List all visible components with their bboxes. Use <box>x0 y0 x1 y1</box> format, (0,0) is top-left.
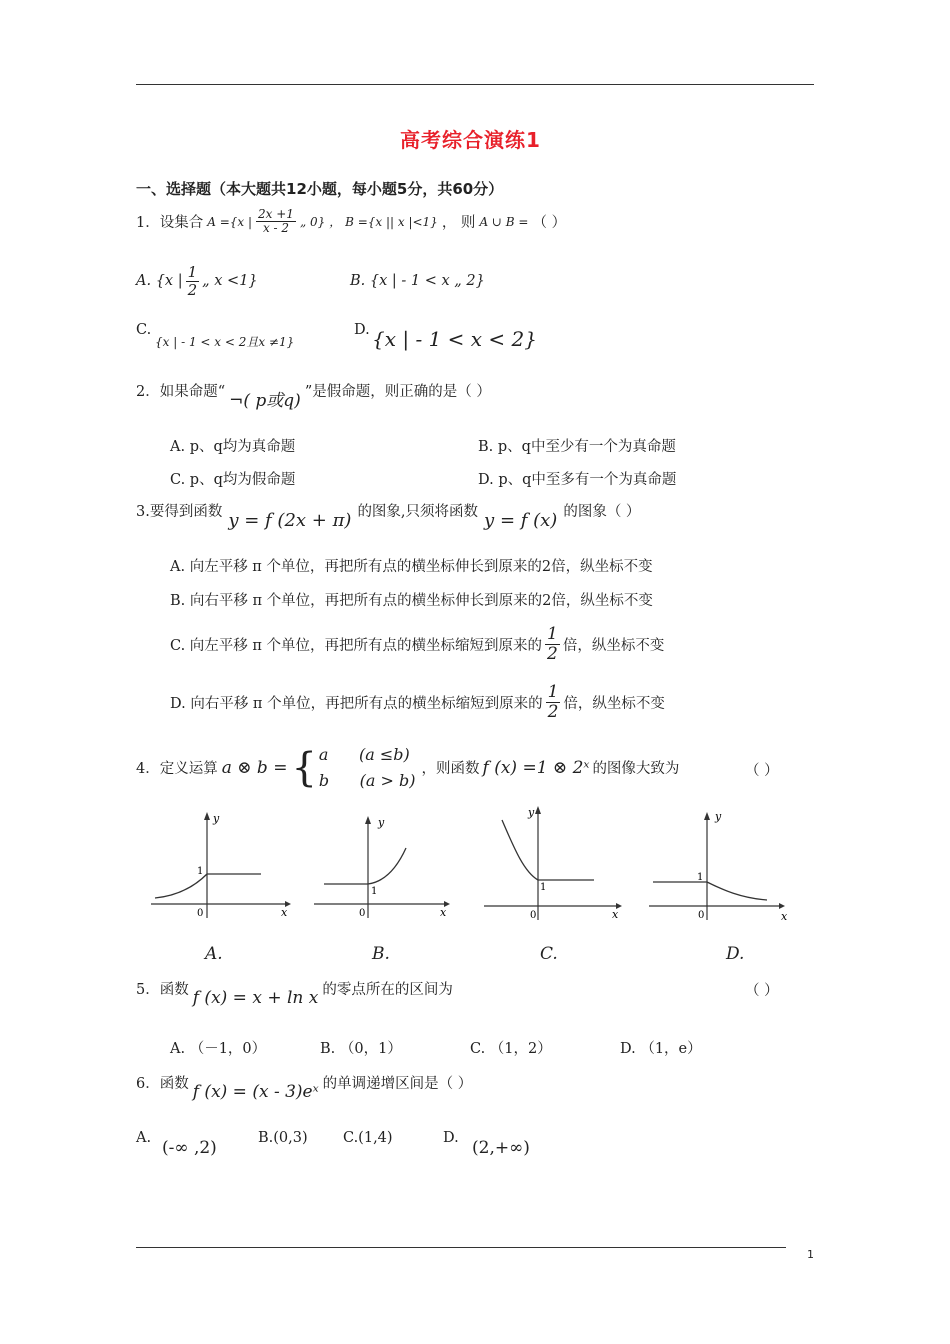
graph-c-x-label: x <box>612 908 619 921</box>
footer-rule <box>136 1247 786 1248</box>
graph-c-origin: 0 <box>530 910 537 921</box>
q4-label-a: A. <box>205 944 223 964</box>
q4-f: f (x) =1 ⊗ 2ˣ <box>482 757 590 778</box>
graph-d-one: 1 <box>697 872 704 883</box>
q6-option-b[interactable]: B.(0,3) <box>258 1130 308 1146</box>
q3-c-post: 倍，纵坐标不变 <box>562 637 665 654</box>
q1-option-d-label: D. <box>354 322 370 338</box>
q1-paren: （ ） <box>532 215 567 232</box>
q6-stem <box>136 1072 473 1102</box>
q3-mid: 的图象,只须将函数 <box>357 504 479 520</box>
q4-paren: （ ） <box>745 763 779 779</box>
q4-graph-a[interactable] <box>145 808 295 923</box>
section-heading: 一、选择题（本大题共12小题，每小题5分，共60分） <box>136 180 504 198</box>
q6-f: f (x) = (x - 3)eˣ <box>192 1082 319 1102</box>
q3-option-b[interactable]: B. 向右平移 π 个单位，再把所有点的横坐标伸长到原来的2倍，纵坐标不变 <box>170 593 653 609</box>
q3-d-post: 倍，纵坐标不变 <box>563 695 665 712</box>
graph-a-curve <box>155 874 261 898</box>
q1-set-a: A ={x | <box>207 214 253 229</box>
q3-c-num: 1 <box>547 624 558 644</box>
q2-option-b[interactable]: B. p、q中至少有一个为真命题 <box>478 439 676 455</box>
q1-ask: A ∪ B = <box>479 214 529 229</box>
q3-c-den: 2 <box>547 643 558 664</box>
q5-post: 的零点所在的区间为 <box>322 982 453 998</box>
q2-option-c[interactable]: C. p、q均为假命题 <box>170 472 296 488</box>
q3-d-fraction <box>546 683 561 721</box>
q1-option-c[interactable]: {x | - 1 < x < 2且x ≠1} <box>155 335 295 349</box>
graph-a-origin: 0 <box>197 908 204 919</box>
q1-option-c-label: C. <box>136 322 152 338</box>
q1-a-pre: A. {x | <box>136 273 183 289</box>
graph-a-one: 1 <box>197 866 204 877</box>
q3-d-pre: D. 向右平移 π 个单位，再把所有点的横坐标缩短到原来的 <box>170 695 543 712</box>
q3-stem <box>136 500 641 531</box>
q3-post: 的图象（ ） <box>563 504 641 520</box>
page-title: 高考综合演练1 <box>400 128 541 152</box>
graph-b-one: 1 <box>371 886 378 897</box>
q1-stem <box>136 208 566 235</box>
q1-option-d[interactable]: {x | - 1 < x < 2} <box>372 327 537 351</box>
q5-stem-text: 5．函数 <box>136 982 189 998</box>
page-number: 1 <box>807 1248 814 1261</box>
q5-f: f (x) = x + ln x <box>192 988 319 1008</box>
q4-graph-b[interactable] <box>308 808 458 923</box>
graph-b-curve <box>324 848 406 884</box>
q1-tail-a: „ 0} <box>299 214 326 229</box>
q4-stem-pre: 4．定义运算 <box>136 761 218 778</box>
q4-graph-c[interactable] <box>480 800 630 923</box>
q1-a-num: 1 <box>187 263 198 281</box>
graph-a-y-label: y <box>213 812 220 825</box>
graph-b-y-label: y <box>378 816 385 829</box>
q1-a-post: „ x <1} <box>202 273 258 289</box>
q1-set-b: ， B ={x || x |<1} <box>329 215 438 230</box>
q6-option-d[interactable]: (2,+∞) <box>472 1138 530 1158</box>
q4-mid: ，则函数 <box>421 761 480 778</box>
q1-option-a[interactable] <box>136 264 258 298</box>
q4-label-d: D. <box>726 944 745 964</box>
graph-a-x-label: x <box>281 906 288 919</box>
q3-option-a[interactable]: A. 向左平移 π 个单位，再把所有点的横坐标伸长到原来的2倍，纵坐标不变 <box>170 559 653 575</box>
q1-frac-num: 2x +1 <box>258 207 294 221</box>
q6-option-a[interactable]: (-∞ ,2) <box>162 1138 217 1158</box>
graph-d-x-arrow <box>779 903 785 909</box>
q3-d-den: 2 <box>547 701 559 722</box>
q4-post: 的图像大致为 <box>592 761 680 778</box>
q4-case2: b (a > b) <box>318 770 416 790</box>
q6-post: 的单调递增区间是（ ） <box>322 1076 473 1092</box>
graph-d-y-label: y <box>715 810 722 823</box>
q5-paren: （ ） <box>745 983 779 999</box>
graph-d-y-arrow <box>704 812 710 820</box>
graph-c-y-arrow <box>535 806 541 814</box>
q3-stem-pre: 3.要得到函数 <box>136 504 223 520</box>
graph-b-origin: 0 <box>359 908 366 919</box>
q1-a-fraction <box>186 264 200 298</box>
q5-option-c[interactable]: C. （1，2） <box>470 1041 552 1057</box>
graph-c-y-label: y <box>528 806 535 819</box>
q3-c-pre: C. 向左平移 π 个单位，再把所有点的横坐标缩短到原来的 <box>170 637 543 654</box>
q2-option-a[interactable]: A. p、q均为真命题 <box>170 439 296 455</box>
graph-c-one: 1 <box>540 882 547 893</box>
q5-option-d[interactable]: D. （1，e） <box>620 1041 702 1057</box>
q1-stem-text: 1．设集合 <box>136 215 204 232</box>
graph-a-y-arrow <box>204 812 210 820</box>
q2-stem <box>136 378 491 411</box>
q4-stem <box>136 742 679 793</box>
top-rule <box>136 84 814 85</box>
q2-stem-post: ”是假命题，则正确的是（ ） <box>304 384 491 400</box>
graph-b-x-label: x <box>440 906 447 919</box>
q3-option-d[interactable] <box>170 683 665 721</box>
q5-stem <box>136 978 453 1008</box>
q6-option-c[interactable]: C.(1,4) <box>343 1130 393 1146</box>
q2-option-d[interactable]: D. p、q中至多有一个为真命题 <box>478 472 677 488</box>
graph-d-x-label: x <box>781 910 788 923</box>
q1-fraction <box>256 208 296 235</box>
q4-label-c: C. <box>540 944 558 964</box>
q4-label-b: B. <box>372 944 390 964</box>
q6-stem-text: 6．函数 <box>136 1076 189 1092</box>
q5-option-a[interactable]: A. （－1，0） <box>170 1041 267 1057</box>
q2-stem-pre: 2．如果命题“ <box>136 384 226 400</box>
q6-option-a-label: A. <box>136 1130 152 1146</box>
q4-brace: { <box>291 744 317 791</box>
q1-a-den: 2 <box>187 280 198 299</box>
q3-f2: y = f (x) <box>484 510 558 531</box>
q3-f1: y = f (2x + π) <box>228 510 352 531</box>
graph-d-origin: 0 <box>698 910 705 921</box>
q1-option-b[interactable]: B. {x | - 1 < x „ 2} <box>350 273 485 289</box>
q4-cases <box>319 742 416 793</box>
q2-expr: ¬( p或q) <box>229 391 301 411</box>
q3-d-num: 1 <box>547 682 559 702</box>
q4-case1: a (a ≤b) <box>318 745 410 764</box>
q1-then: ， 则 <box>441 215 476 232</box>
graph-b-y-arrow <box>365 816 371 824</box>
graph-d-curve <box>653 882 767 900</box>
q3-c-fraction <box>545 625 560 663</box>
q5-option-b[interactable]: B. （0，1） <box>320 1041 402 1057</box>
graph-c-curve <box>502 820 594 880</box>
q6-option-d-label: D. <box>443 1130 459 1146</box>
q4-op: a ⊗ b = <box>221 757 288 778</box>
q3-option-c[interactable] <box>170 625 664 663</box>
q4-graph-d[interactable] <box>645 808 795 923</box>
q1-frac-den: x - 2 <box>262 221 290 236</box>
